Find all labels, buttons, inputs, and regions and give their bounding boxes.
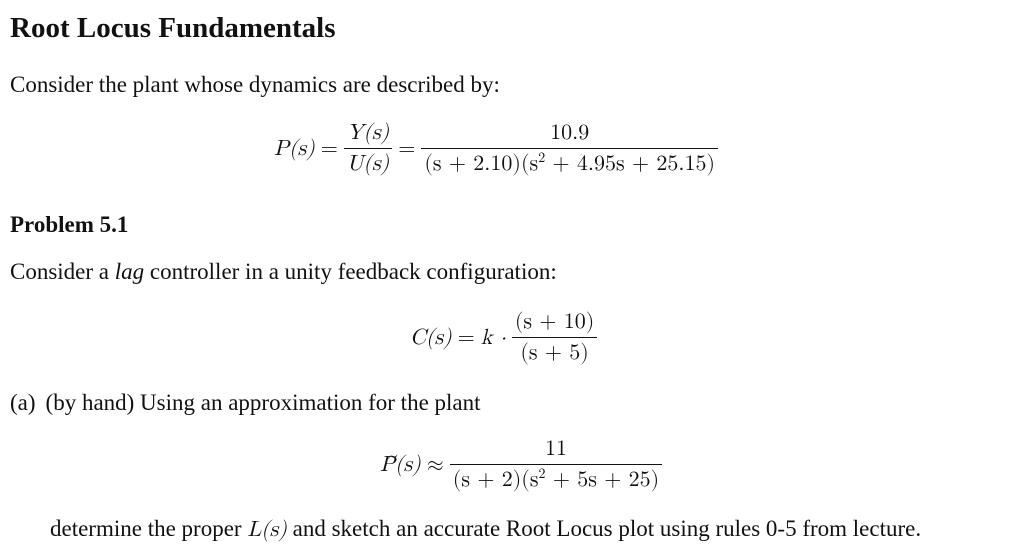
controller-gain: k · bbox=[480, 326, 506, 349]
approx-plant-equation bbox=[380, 436, 662, 493]
plant-lhs: P(s) bbox=[274, 137, 315, 160]
intro-text: Consider the plant whose dynamics are described by: bbox=[10, 72, 500, 97]
part-a-tag: (a) bbox=[10, 390, 36, 415]
ratio-denominator: U(s) bbox=[344, 148, 392, 177]
determine-text: determine the proper L(s) and sketch an accurate Root Locus plot using rules 0-5 from lecture. bbox=[50, 516, 922, 541]
approx-sign: ≈ bbox=[426, 453, 444, 476]
loop-transfer-symbol: L(s) bbox=[247, 519, 287, 541]
plant-fraction bbox=[421, 120, 718, 177]
controller-lhs: C(s) bbox=[410, 326, 452, 349]
approx-lhs: P̃(s) bbox=[380, 453, 421, 476]
part-a bbox=[10, 390, 481, 416]
approx-fraction bbox=[450, 436, 662, 493]
lag-emphasis: lag bbox=[114, 259, 145, 284]
equals-sign: = bbox=[398, 137, 416, 160]
page-title: Root Locus Fundamentals bbox=[10, 12, 336, 44]
controller-fraction bbox=[512, 309, 598, 366]
controller-numerator: (s + 10) bbox=[514, 311, 595, 333]
controller-denominator: (s + 5) bbox=[512, 337, 598, 366]
ratio-numerator: Y(s) bbox=[346, 122, 390, 144]
controller-equation bbox=[410, 309, 597, 366]
part-a-text: (by hand) Using an approximation for the plant bbox=[45, 390, 481, 415]
approx-numerator: 11 bbox=[545, 438, 568, 460]
equals-sign: = bbox=[457, 326, 475, 349]
transfer-ratio bbox=[344, 120, 392, 177]
problem-heading: Problem 5.1 bbox=[10, 212, 129, 237]
equals-sign: = bbox=[320, 137, 338, 160]
controller-intro: Consider a lag controller in a unity feedback configuration: bbox=[10, 259, 557, 284]
plant-denominator: $(s + 2.10)(s^2 + 4.95s + 25.15)$ bbox=[421, 148, 718, 177]
plant-equation bbox=[274, 120, 718, 177]
approx-denominator: $(s + 2)(s^2 + 5s + 25)$ bbox=[450, 464, 662, 493]
plant-numerator: 10.9 bbox=[550, 122, 590, 144]
